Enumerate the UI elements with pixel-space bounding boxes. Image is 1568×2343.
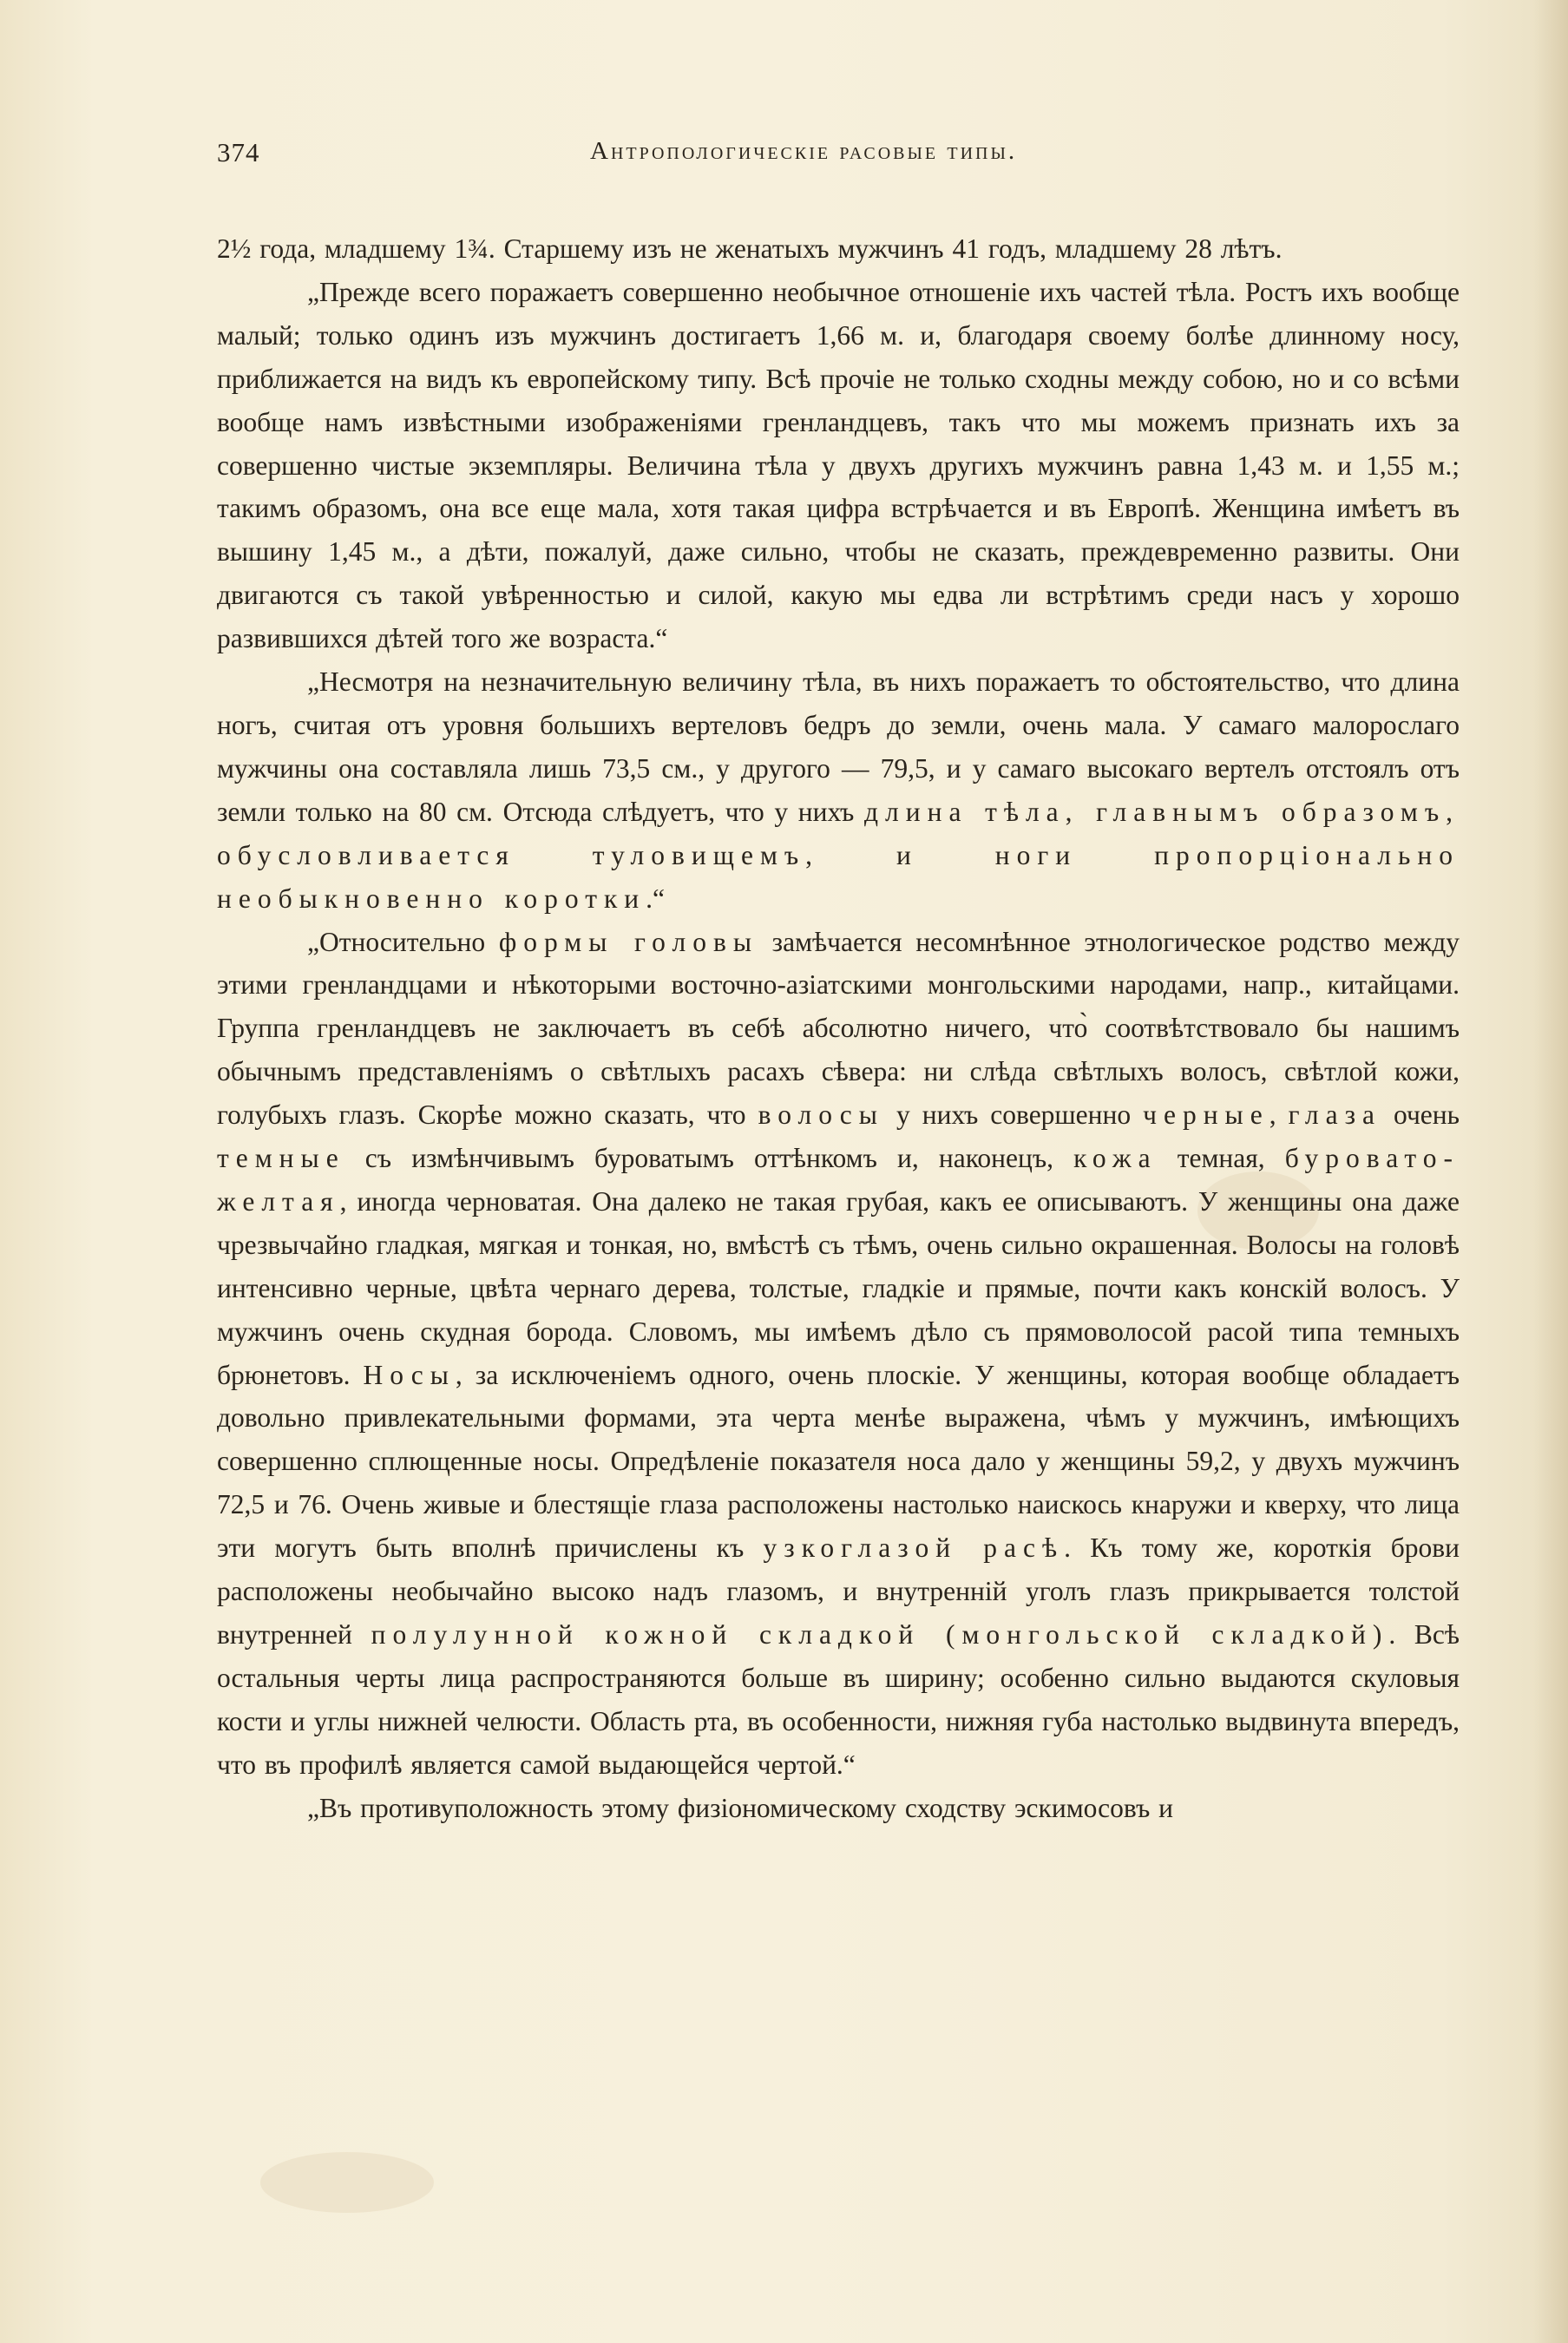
- paragraph: [217, 660, 1460, 920]
- paragraph: [217, 1787, 1460, 1830]
- spaced-emphasis: Носы: [363, 1359, 456, 1390]
- paragraph: [217, 227, 1460, 271]
- text-run: „Относительно: [307, 926, 499, 957]
- text-run: „Прежде всего поражаетъ совершенно необычное отношеніе ихъ частей тѣла. Ростъ ихъ вообще малый; только одинъ изъ мужчинъ достигаетъ 1,66 м. и, благодаря своему болѣе длинному носу, приближается на видъ къ европейскому типу. Всѣ прочіе не только сходны между собою, но и со всѣми вообще намъ извѣстными изображеніями гренландцевъ, такъ что мы можемъ признать ихъ за совершенно чистые экземпляры. Величина тѣла у двухъ другихъ мужчинъ равна 1,43 м. и 1,55 м.; такимъ образомъ, она все еще мала, хотя такая цифра встрѣчается и въ Европѣ. Женщина имѣетъ въ вышину 1,45 м., а дѣти, пожалуй, даже сильно, чтобы не сказать, преждевременно развиты. Они двигаются съ такой увѣренностью и силой, какую мы едва ли встрѣтимъ среди насъ у хорошо развившихся дѣтей того же возраста.“: [217, 276, 1460, 654]
- spaced-emphasis: буровато-желтая: [217, 1143, 1460, 1217]
- text-run: съ измѣнчивымъ буроватымъ оттѣнкомъ и, наконецъ,: [344, 1143, 1074, 1174]
- body-text: [217, 227, 1460, 1830]
- page-edge-shadow: [1533, 0, 1568, 2343]
- spaced-emphasis: длина тѣла, главнымъ образомъ, обусловливается туловищемъ, и ноги пропорціонально необыкновенно коротки: [217, 796, 1460, 914]
- text-run: „Въ противуположность этому физіономическому сходству эскимосовъ и: [307, 1792, 1174, 1823]
- spaced-emphasis: глаза: [1288, 1099, 1382, 1131]
- text-run: очень: [1381, 1099, 1460, 1131]
- spaced-emphasis: темные: [217, 1143, 345, 1174]
- text-run: ,: [1269, 1099, 1289, 1131]
- text-run: „Несмотря на незначительную величину тѣла, въ нихъ поражаетъ то обстоятельство, что длина ногъ, считая отъ уровня большихъ вертеловъ бедръ до земли, очень мала. У самаго малорослаго мужчины она составляла лишь 73,5 см., у другого — 79,5, и у самаго высокаго вертелъ отстоялъ отъ земли только на 80 см. Отсюда слѣдуетъ, что у нихъ: [217, 666, 1460, 827]
- page-number: 374: [217, 137, 260, 167]
- paper-stain: [260, 2152, 434, 2213]
- spaced-emphasis: волосы: [758, 1099, 884, 1131]
- spaced-emphasis: формы головы: [498, 926, 758, 957]
- text-run: . Всѣ остальныя черты лица распространяются больше въ ширину; особенно сильно выдаются скуловыя кости и углы нижней челюсти. Область рта, въ особенности, нижняя губа настолько выдвинута впередъ, что въ профилѣ является самой выдающейся чертой.“: [217, 1619, 1460, 1780]
- running-head: Антропологическіе расовые типы.: [590, 137, 1018, 165]
- spaced-emphasis: кожа: [1073, 1143, 1158, 1174]
- text-run: , иногда черноватая. Она далеко не такая грубая, какъ ее описываютъ. У женщины она даже чрезвычайно гладкая, мягкая и тонкая, но, вмѣстѣ съ тѣмъ, очень сильно окрашенная. Волосы на головѣ интенсивно черные, цвѣта чернаго дерева, толстые, гладкіе и прямые, почти какъ конскій волосъ. У мужчинъ очень скудная борода. Словомъ, мы имѣемъ дѣло съ прямоволосой расой типа темныхъ брюнетовъ.: [217, 1185, 1460, 1390]
- paragraph: [217, 921, 1460, 1787]
- text-run: у нихъ совершенно: [883, 1099, 1144, 1131]
- page-header: [217, 137, 1458, 180]
- text-run: .“: [646, 883, 666, 914]
- spaced-emphasis: полулунной кожной складкой (монгольской складкой): [371, 1619, 1389, 1650]
- text-run: темная,: [1157, 1143, 1285, 1174]
- text-run: . Къ тому же, короткія брови расположены необычайно высоко надъ глазомъ, и внутренній уголъ глазъ прикрывается толстой внутренней: [217, 1532, 1460, 1650]
- text-run: замѣчается несомнѣнное этнологическое родство между этими гренландцами и нѣкоторыми восточно-азіатскими монгольскими народами, напр., китайцами. Группа гренландцевъ не заключаетъ въ себѣ абсолютно ничего, что̀ соотвѣтствовало бы нашимъ обычнымъ представленіямъ о свѣтлыхъ расахъ сѣвера: ни слѣда свѣтлыхъ волосъ, свѣтлой кожи, голубыхъ глазъ. Скорѣе можно сказать, что: [217, 926, 1460, 1131]
- text-run: , за исключеніемъ одного, очень плоскіе. У женщины, которая вообще обладаетъ довольно привлекательными формами, эта черта менѣе выражена, чѣмъ у мужчинъ, имѣющихъ совершенно сплющенные носы. Опредѣленіе показателя носа дало у женщины 59,2, у двухъ мужчинъ 72,5 и 76. Очень живые и блестящіе глаза расположены настолько наискось кнаружи и кверху, что лица эти могутъ быть вполнѣ причислены къ: [217, 1359, 1460, 1564]
- spaced-emphasis: узкоглазой расѣ: [763, 1532, 1065, 1564]
- text-run: 2½ года, младшему 1¾. Старшему изъ не женатыхъ мужчинъ 41 годъ, младшему 28 лѣтъ.: [217, 233, 1283, 264]
- paragraph: [217, 271, 1460, 660]
- spaced-emphasis: черные: [1143, 1099, 1269, 1131]
